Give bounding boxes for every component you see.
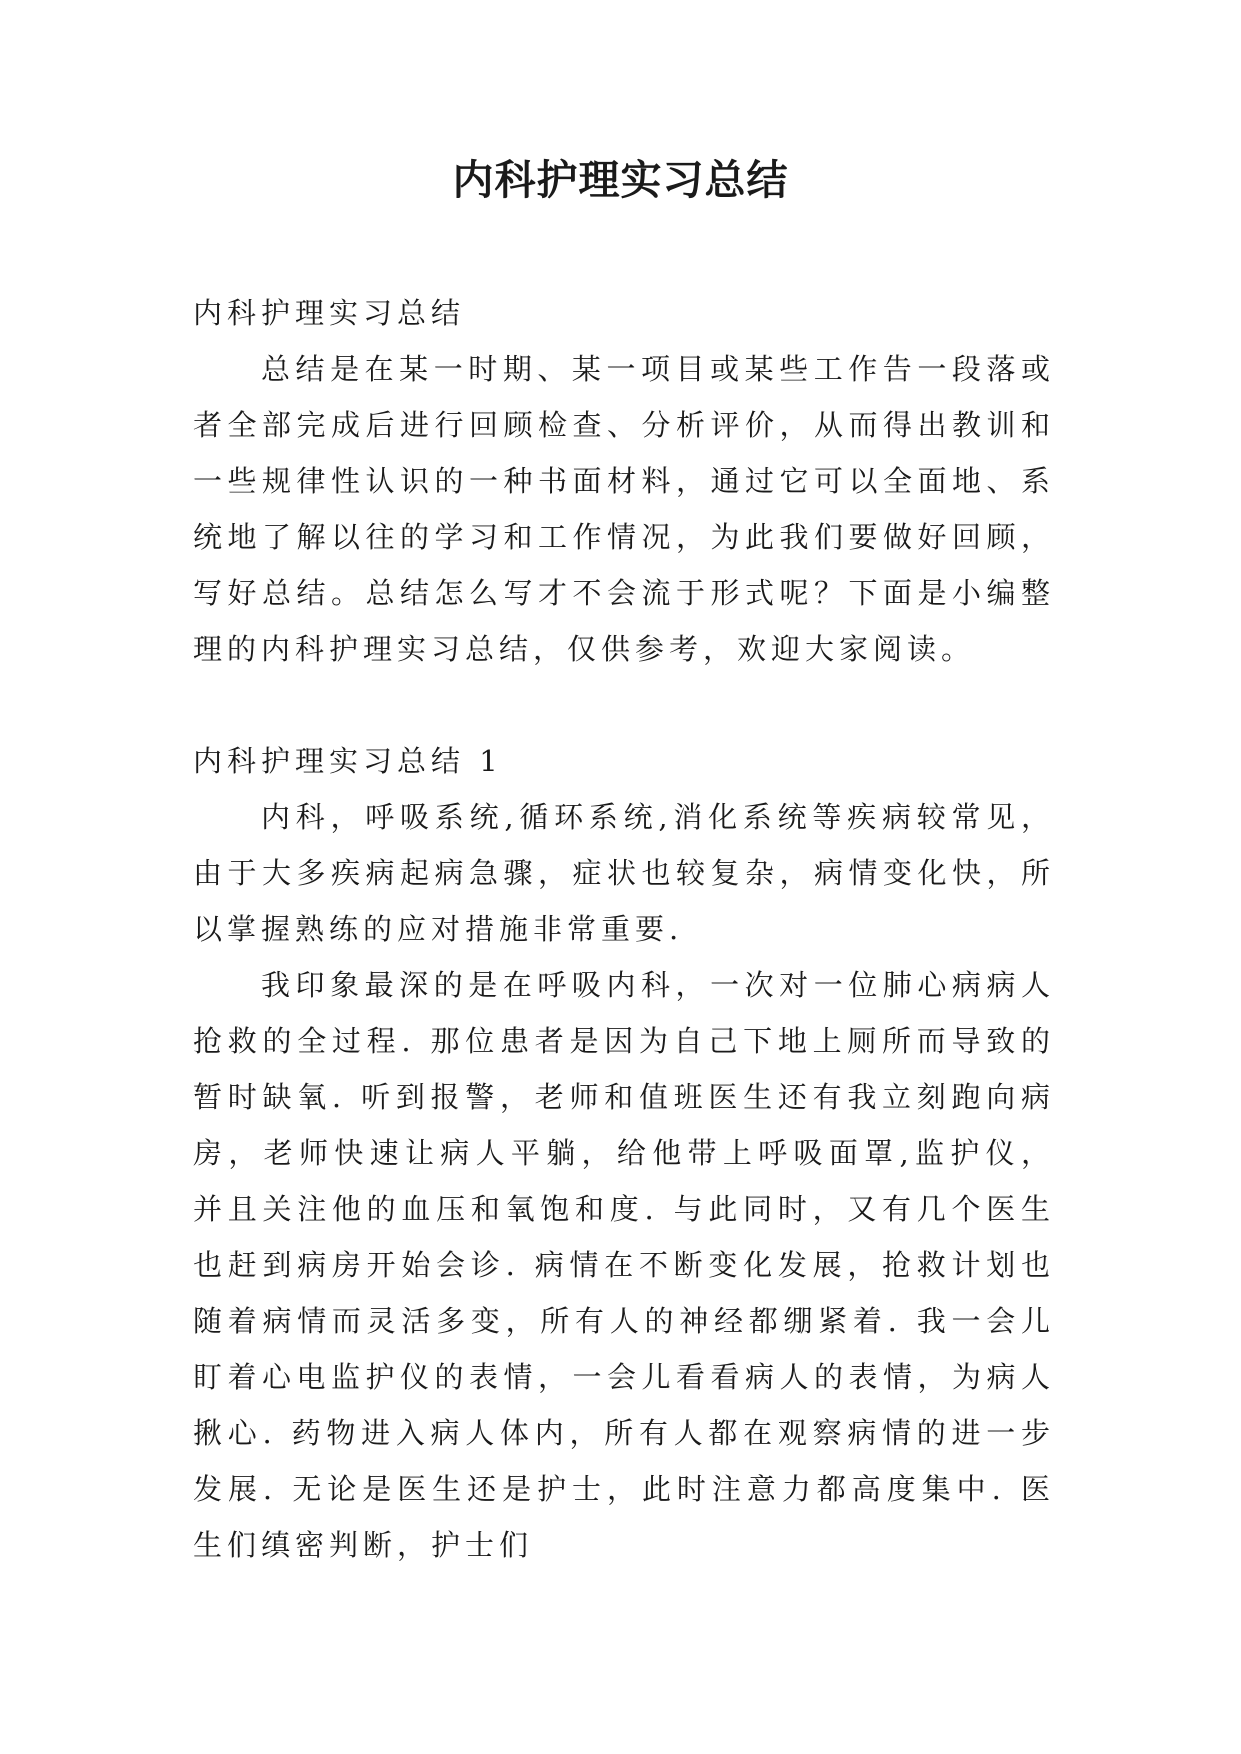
intro-heading: 内科护理实习总结 — [193, 296, 466, 330]
document-body — [193, 285, 1055, 1573]
section-spacer — [193, 677, 1055, 733]
document-title: 内科护理实习总结 — [452, 156, 789, 204]
section-heading: 内科护理实习总结 1 — [193, 744, 503, 778]
section-paragraph-1: 内科，呼吸系统,循环系统,消化系统等疾病较常见，由于大多疾病起病急骤，症状也较复杂，病情变化快，所以掌握熟练的应对措施非常重要. — [193, 800, 1055, 946]
section-paragraph-2: 我印象最深的是在呼吸内科，一次对一位肺心病病人抢救的全过程. 那位患者是因为自己下地上厕所而导致的暂时缺氧. 听到报警，老师和值班医生还有我立刻跑向病房，老师快速让病人平躺，给他带上呼吸面罩,监护仪，并且关注他的血压和氧饱和度. 与此同时，又有几个医生也赶到病房开始会诊. 病情在不断变化发展，抢救计划也随着病情而灵活多变，所有人的神经都绷紧着. 我一会儿盯着心电监护仪的表情，一会儿看看病人的表情，为病人揪心. 药物进入病人体内，所有人都在观察病情的进一步发展. 无论是医生还是护士，此时注意力都高度集中. 医生们缜密判断，护士们 — [193, 968, 1055, 1562]
intro-paragraph: 总结是在某一时期、某一项目或某些工作告一段落或者全部完成后进行回顾检查、分析评价，从而得出教训和一些规律性认识的一种书面材料，通过它可以全面地、系统地了解以往的学习和工作情况，为此我们要做好回顾，写好总结。总结怎么写才不会流于形式呢？下面是小编整理的内科护理实习总结，仅供参考，欢迎大家阅读。 — [193, 352, 1055, 666]
